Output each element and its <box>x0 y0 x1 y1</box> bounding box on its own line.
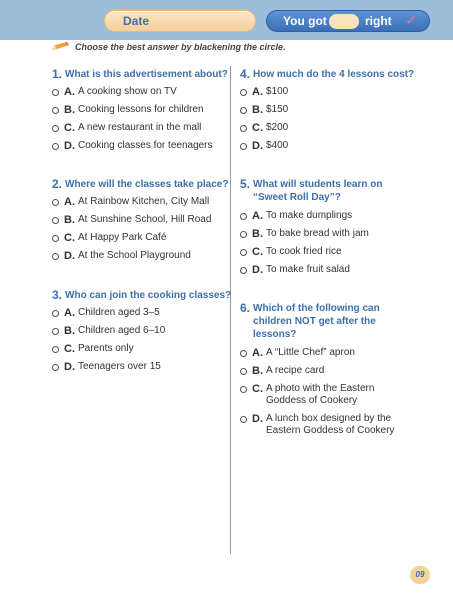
option-b[interactable]: B. $150 <box>240 104 430 116</box>
question-number: 2. <box>52 177 63 191</box>
option-a[interactable]: A. Children aged 3–5 <box>52 307 252 319</box>
answer-circle[interactable] <box>52 364 59 371</box>
option-c[interactable]: C. To cook fried rice <box>240 246 415 258</box>
answer-circle[interactable] <box>240 368 247 375</box>
option-d[interactable]: D. Teenagers over 15 <box>52 361 252 373</box>
option-a[interactable]: A. At Rainbow Kitchen, City Mall <box>52 196 252 208</box>
instruction-text: Choose the best answer by blackening the circle. <box>75 42 286 52</box>
answer-circle[interactable] <box>240 125 247 132</box>
question-text: Who can join the cooking classes? <box>65 290 232 301</box>
question-title <box>240 68 430 81</box>
answer-circle[interactable] <box>52 328 59 335</box>
answer-circle[interactable] <box>240 143 247 150</box>
score-bar <box>266 10 430 32</box>
option-d[interactable]: D. Cooking classes for teenagers <box>52 140 252 152</box>
question-title <box>52 289 252 302</box>
answer-circle[interactable] <box>52 253 59 260</box>
option-d[interactable]: D. A lunch box designed by the Eastern Goddess of Cookery <box>240 413 415 437</box>
option-a[interactable]: A. A “Little Chef” apron <box>240 347 415 359</box>
option-b[interactable]: B. At Sunshine School, Hill Road <box>52 214 252 226</box>
answer-circle[interactable] <box>240 350 247 357</box>
option-c[interactable]: C. At Happy Park Café <box>52 232 252 244</box>
answer-circle[interactable] <box>52 125 59 132</box>
option-a[interactable]: A. To make dumplings <box>240 210 415 222</box>
check-icon: ✓ <box>405 12 418 29</box>
answer-circle[interactable] <box>52 199 59 206</box>
question-title <box>240 302 415 341</box>
option-d[interactable]: D. $400 <box>240 140 430 152</box>
question-2 <box>52 178 252 262</box>
date-label: Date <box>123 14 150 28</box>
option-d[interactable]: D. To make fruit salad <box>240 264 415 276</box>
answer-circle[interactable] <box>52 107 59 114</box>
answer-circle[interactable] <box>240 89 247 96</box>
question-number: 1. <box>52 67 63 81</box>
option-c[interactable]: C. Parents only <box>52 343 252 355</box>
you-got-label: You got <box>283 14 327 28</box>
right-label: right <box>365 14 392 28</box>
answer-circle[interactable] <box>52 143 59 150</box>
question-text: Which of the following can children NOT get after the lessons? <box>253 303 380 340</box>
question-number: 4. <box>240 67 251 81</box>
question-title <box>52 178 252 191</box>
answer-circle[interactable] <box>240 267 247 274</box>
option-a[interactable]: A. $100 <box>240 86 430 98</box>
option-d[interactable]: D. At the School Playground <box>52 250 252 262</box>
question-number: 6. <box>240 301 251 315</box>
option-b[interactable]: B. Cooking lessons for children <box>52 104 252 116</box>
option-b[interactable]: B. A recipe card <box>240 365 415 377</box>
question-5 <box>240 178 415 276</box>
question-text: What will students learn on “Sweet Roll Day”? <box>253 179 383 203</box>
question-1 <box>52 68 252 152</box>
question-number: 5. <box>240 177 251 191</box>
answer-circle[interactable] <box>52 89 59 96</box>
answer-circle[interactable] <box>52 235 59 242</box>
answer-circle[interactable] <box>52 217 59 224</box>
question-text: Where will the classes take place? <box>65 179 229 190</box>
option-b[interactable]: B. Children aged 6–10 <box>52 325 252 337</box>
date-field[interactable] <box>104 10 256 32</box>
instruction <box>52 40 286 54</box>
question-title <box>52 68 252 81</box>
answer-circle[interactable] <box>240 213 247 220</box>
option-b[interactable]: B. To bake bread with jam <box>240 228 415 240</box>
option-c[interactable]: C. A photo with the Eastern Goddess of Cookery <box>240 383 415 407</box>
option-a[interactable]: A. A cooking show on TV <box>52 86 252 98</box>
answer-circle[interactable] <box>52 346 59 353</box>
answer-circle[interactable] <box>240 416 247 423</box>
question-title <box>240 178 415 204</box>
question-text: How much do the 4 lessons cost? <box>253 69 415 80</box>
option-c[interactable]: C. $200 <box>240 122 430 134</box>
score-input[interactable] <box>329 14 359 29</box>
answer-circle[interactable] <box>240 231 247 238</box>
pencil-icon <box>52 42 70 52</box>
answer-circle[interactable] <box>240 107 247 114</box>
answer-circle[interactable] <box>240 249 247 256</box>
question-3 <box>52 289 252 373</box>
question-number: 3. <box>52 288 63 302</box>
question-4 <box>240 68 430 152</box>
question-6 <box>240 302 415 437</box>
page-number: 09 <box>410 566 430 584</box>
option-c[interactable]: C. A new restaurant in the mall <box>52 122 252 134</box>
answer-circle[interactable] <box>240 386 247 393</box>
answer-circle[interactable] <box>52 310 59 317</box>
question-text: What is this advertisement about? <box>65 69 228 80</box>
